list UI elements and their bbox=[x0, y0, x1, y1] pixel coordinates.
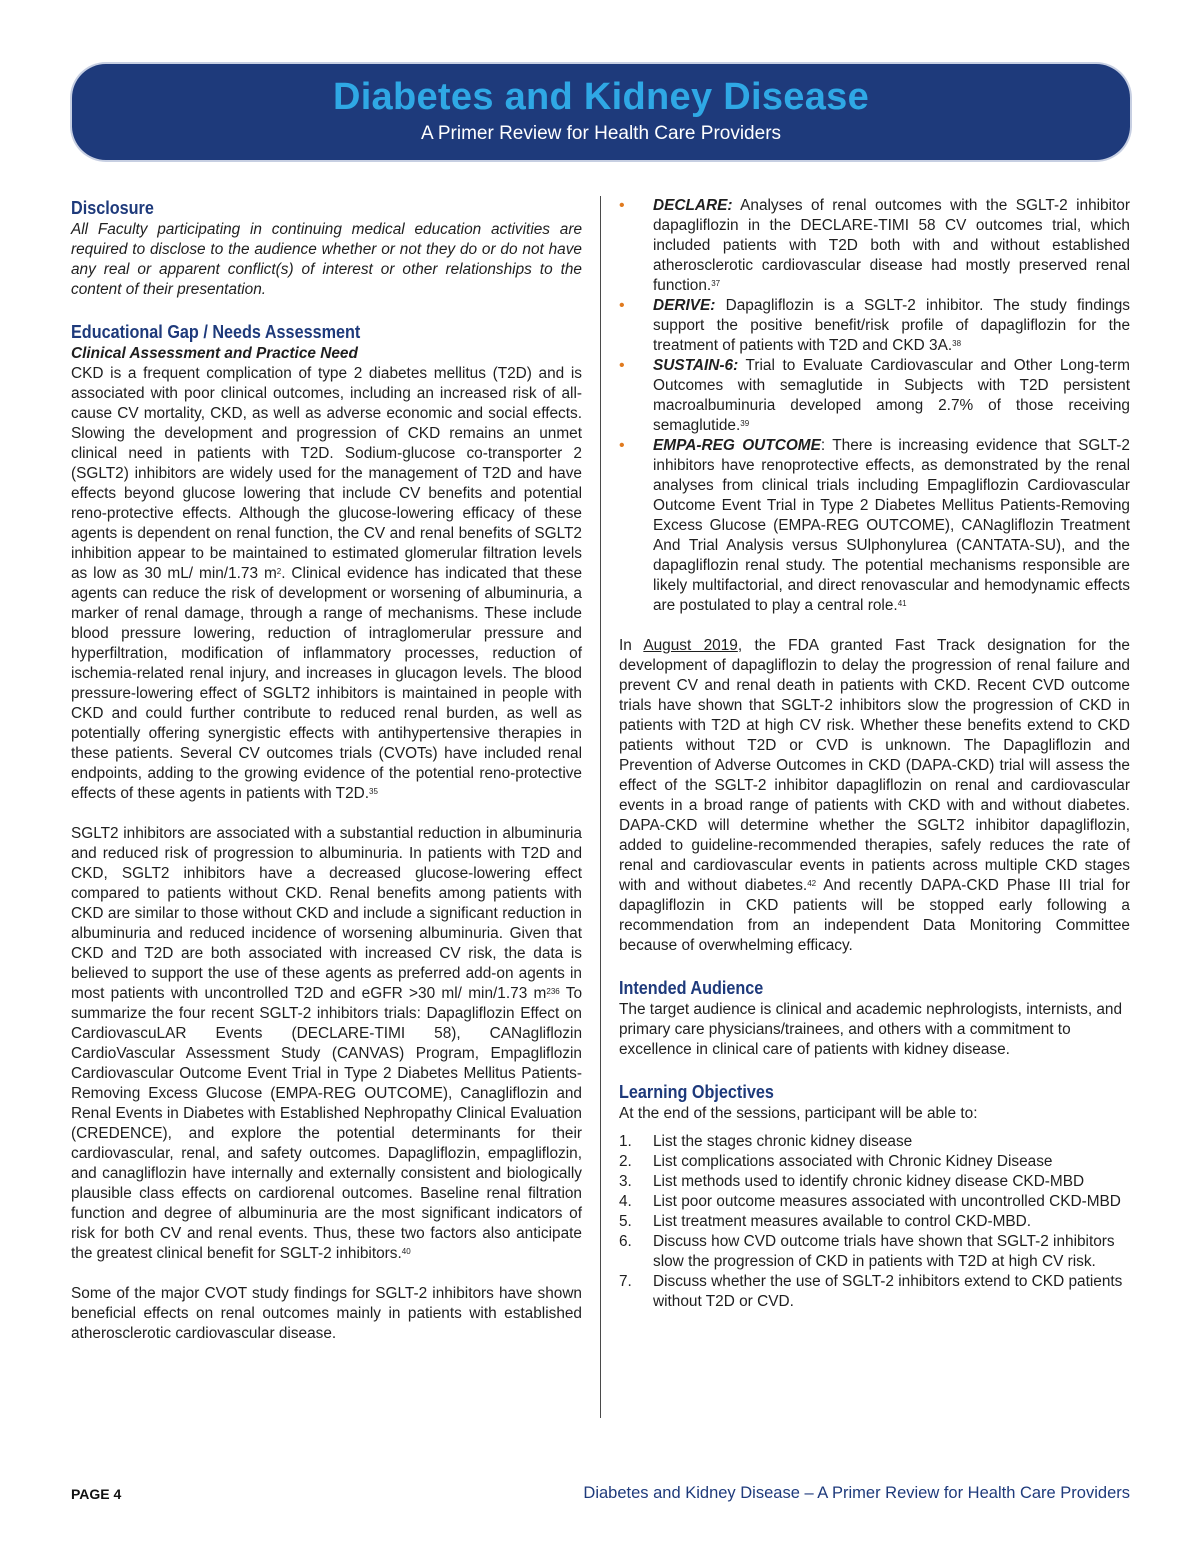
bullet-icon: • bbox=[619, 437, 625, 454]
bullet-icon: • bbox=[619, 357, 625, 374]
needs-paragraph-2: SGLT2 inhibitors are associated with a substantial reduction in albuminuria and reduced risk of progression to albuminuria. In patients with T2D and CKD, SGLT2 inhibitors have a decreased glucose-lowering effect compared to patients without CKD. Renal benefits among patients with CKD are similar to those without CKD and include a significant reduction in albuminuria and reduced incidence of worsening albuminuria. Given that CKD and T2D are both associated with increased CV risk, the data is believed to support the use of these agents as preferred add-on agents in most patients with uncontrolled T2D and eGFR >30 ml/ min/1.73 $m^{236}$ To summarize the four recent SGLT-2 inhibitors trials: Dapagliflozin Effect on CardiovascuLAR Events (DECLARE-TIMI 58), CANagliflozin CardioVascular Assessment Study (CANVAS) Program, Empagliflozin Cardiovascular Outcome Event Trial in Type 2 Diabetes Mellitus Patients-Removing Excess Glucose (EMPA-REG OUTCOME), Canagliflozin and Renal Events in Diabetes with Established Nephropathy Clinical Evaluation (CREDENCE), and explore the potential determinants for their cardiovascular, renal, and safety outcomes. Dapagliflozin, empagliflozin, and canagliflozin have internally and externally consistent and biologically plausible class effects on cardiorenal outcomes. Baseline renal filtration function and degree of albuminuria are the most significant indicators of risk for both CV and renal events. Thus, these two factors also anticipate the greatest clinical benefit for SGLT-2 inhibitors.$^{40}$ bbox=[71, 825, 582, 1262]
list-item: • DECLARE: Analyses of renal outcomes with the SGLT-2 inhibitor dapagliflozin in the DECLARE-TIMI 58 CV outcomes trial, which included patients with T2D both with and without established atherosclerotic cardiovascular disease had mostly preserved renal function.$^{37}$ bbox=[619, 197, 1130, 294]
list-item: 6. Discuss how CVD outcome trials have shown that SGLT-2 inhibitors slow the progression of CKD in patients with T2D at high CV risk. bbox=[619, 1233, 1115, 1270]
audience-heading: Intended Audience bbox=[619, 978, 764, 998]
list-item: 7. Discuss whether the use of SGLT-2 inhibitors extend to CKD patients without T2D or CVD. bbox=[619, 1273, 1123, 1310]
list-item: 3. List methods used to identify chronic kidney disease CKD-MBD bbox=[619, 1173, 1085, 1190]
list-item: 2. List complications associated with Chronic Kidney Disease bbox=[619, 1153, 1053, 1170]
list-item: 4. List poor outcome measures associated with uncontrolled CKD-MBD bbox=[619, 1193, 1121, 1210]
needs-heading: Educational Gap / Needs Assessment bbox=[71, 322, 361, 342]
list-item: • DERIVE: Dapagliflozin is a SGLT-2 inhibitor. The study findings support the positive benefit/risk profile of dapagliflozin for the treatment of patients with T2D and CKD 3A.$^{38}$ bbox=[619, 297, 1130, 354]
disclosure-text: All Faculty participating in continuing medical education activities are required to disclose to the audience whether or not they do or do not have any real or apparent conflict(s) of interest or other relationships to the content of their presentation. bbox=[71, 221, 582, 298]
bullet-icon: • bbox=[619, 297, 625, 314]
list-item: • SUSTAIN-6: Trial to Evaluate Cardiovascular and Other Long-term Outcomes with semaglutide in Subjects with T2D persistent macroalbuminuria developed among 2.7% of those receiving semaglutide.$^{39}$ bbox=[619, 357, 1130, 434]
date-link[interactable]: August 2019 bbox=[643, 637, 738, 654]
audience-text: The target audience is clinical and academic nephrologists, internists, and primary care physicians/trainees, and others with a commitment to excellence in clinical care of patients with kidney disease. bbox=[619, 1001, 1123, 1058]
page-title: Diabetes and Kidney Disease bbox=[332, 76, 870, 118]
objectives-intro: At the end of the sessions, participant will be able to: bbox=[619, 1105, 978, 1122]
list-item: 1. List the stages chronic kidney disease bbox=[619, 1133, 913, 1150]
objectives-heading: Learning Objectives bbox=[619, 1082, 774, 1102]
disclosure-heading: Disclosure bbox=[71, 198, 154, 218]
list-item: 5. List treatment measures available to control CKD-MBD. bbox=[619, 1213, 1032, 1230]
needs-paragraph-1: CKD is a frequent complication of type 2 diabetes mellitus (T2D) and is associated with poor clinical outcomes, including an increased risk of all-cause CV mortality, CKD, as well as adverse economic and social effects. Slowing the development and progression of CKD remains an unmet clinical need in patients with T2D. Sodium-glucose co-transporter 2 (SGLT2) inhibitors are widely used for the management of T2D and have effects beyond glucose lowering that include CV benefits and potential reno-protective effects. Although the glucose-lowering efficacy of these agents is dependent on renal function, the CV and renal benefits of SGLT2 inhibition appear to be maintained to estimated glomerular filtration levels as low as 30 mL/ min/1.73 $m^2$. Clinical evidence has indicated that these agents can reduce the risk of development or worsening of albuminuria, a marker of renal damage, through a range of mechanisms. These include blood pressure lowering, reduction of intraglomerular pressure and hyperfiltration, modification of inflammatory processes, reduction of ischemia-related renal injury, and increases in glucagon levels. The blood pressure-lowering effect of SGLT2 inhibitors is maintained in people with CKD and could further contribute to reduced renal burden, as well as potentially offering synergistic effects with antihypertensive therapies in these patients. Several CV outcomes trials (CVOTs) have included renal endpoints, adding to the growing evidence of the potential reno-protective effects of these agents in patients with T2D.$^{35}$ bbox=[71, 365, 583, 802]
page-number: PAGE 4 bbox=[71, 1486, 122, 1502]
objectives-list bbox=[619, 1132, 1130, 1312]
page-subtitle: A Primer Review for Health Care Providers bbox=[420, 123, 782, 144]
column-divider bbox=[600, 196, 601, 1418]
right-column bbox=[619, 196, 1130, 1312]
needs-paragraph-3: Some of the major CVOT study findings for SGLT-2 inhibitors have shown beneficial effects on renal outcomes mainly in patients with established atherosclerotic cardiovascular disease. bbox=[71, 1285, 582, 1342]
fda-paragraph: In August 2019, the FDA granted Fast Track designation for the development of dapagliflozin to delay the progression of renal failure and prevent CV and renal death in patients with CKD. Recent CVD outcome trials have shown that SGLT-2 inhibitors slow the progression of CKD in patients with T2D at high CV risk. Whether these benefits extend to CKD patients without T2D or CVD is unknown. The Dapagliflozin and Prevention of Adverse Outcomes in CKD (DAPA-CKD) trial will assess the effect of the SGLT-2 inhibitor dapagliflozin on renal and cardiovascular events in a broad range of patients with CKD with and without diabetes. DAPA-CKD will determine whether the SGLT2 inhibitor dapagliflozin, added to guideline-recommended therapies, safely reduces the rate of renal and cardiovascular events in patients across multiple CKD stages with and without diabetes.$^{42}$ And recently DAPA-CKD Phase III trial for dapagliflozin in CKD patients will be stopped early following a recommendation from an independent Data Monitoring Committee because of overwhelming efficacy. bbox=[619, 637, 1130, 954]
title-banner bbox=[72, 64, 1130, 160]
footer-title: Diabetes and Kidney Disease – A Primer Review for Health Care Providers bbox=[583, 1484, 1130, 1502]
list-item: • EMPA-REG OUTCOME: There is increasing evidence that SGLT-2 inhibitors have renoprotective effects, as demonstrated by the renal analyses from clinical trials including Empagliflozin Cardiovascular Outcome Event Trial in Type 2 Diabetes Mellitus Patients-Removing Excess Glucose (EMPA-REG OUTCOME), CANagliflozin Treatment And Trial Analysis versus SUlphonylurea (CANTATA-SU), and the dapagliflozin renal study. The potential mechanisms responsible are likely multifactorial, and direct renovascular and hemodynamic effects are postulated to play a central role.$^{41}$ bbox=[619, 437, 1130, 614]
trial-list bbox=[619, 196, 1130, 616]
needs-subheading: Clinical Assessment and Practice Need bbox=[71, 345, 358, 362]
left-column bbox=[71, 196, 582, 1344]
bullet-icon: • bbox=[619, 197, 625, 214]
